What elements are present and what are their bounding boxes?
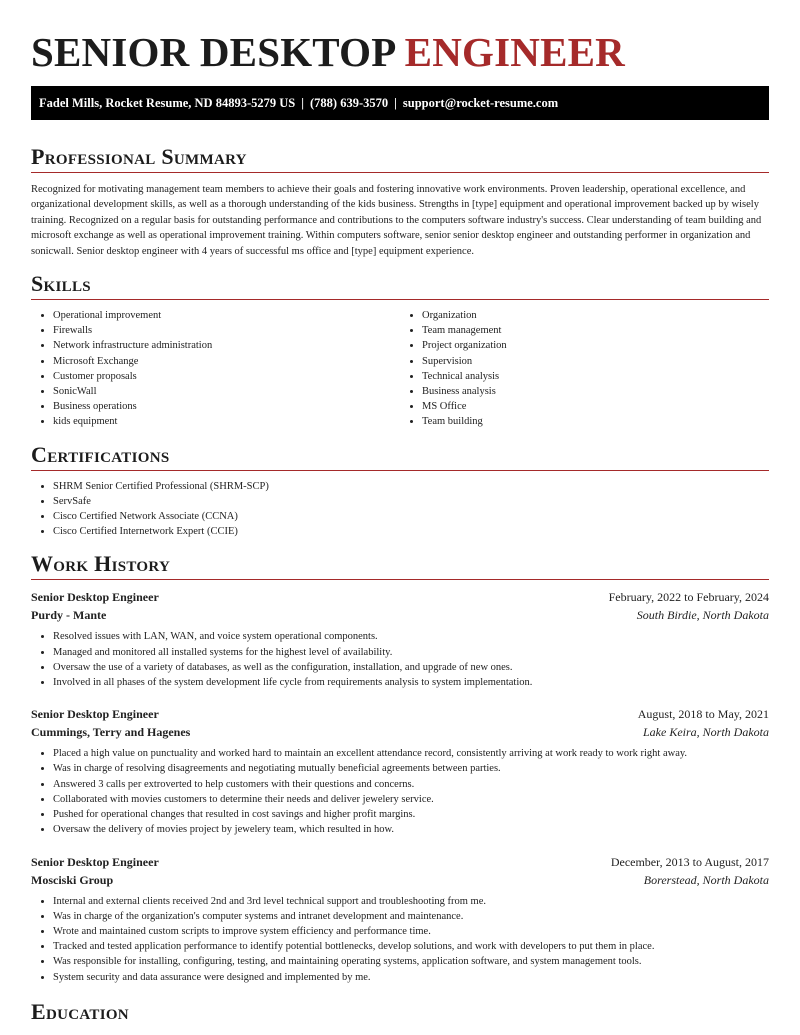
job-header [31, 588, 769, 606]
title-name-part1: SENIOR DESKTOP [31, 29, 395, 75]
job-title: Senior Desktop Engineer [31, 590, 159, 605]
certifications-heading: Certifications [31, 441, 170, 467]
skill-item: • Organization [422, 308, 769, 323]
skills-list-right [400, 308, 769, 430]
skill-item: • Supervision [422, 354, 769, 369]
job-location: South Birdie, North Dakota [636, 608, 769, 623]
job-title: Senior Desktop Engineer [31, 854, 159, 869]
certification-item: • Cisco Certified Network Associate (CCNA) [53, 509, 769, 524]
job-header [31, 853, 769, 871]
job-location: Borerstead, North Dakota [643, 872, 769, 887]
job-dates: February, 2022 to February, 2024 [608, 590, 769, 605]
job-bullet: • Collaborated with movies customers to determine their needs and deliver jewelery service. [53, 792, 769, 807]
contact-phone: (788) 639-3570 [310, 96, 389, 110]
title-name-part2: ENGINEER [404, 29, 625, 75]
certifications-section [31, 442, 769, 540]
work-history-section [31, 551, 769, 984]
section-divider [31, 470, 769, 471]
job-bullets [31, 746, 769, 837]
certification-item: • ServSafe [53, 494, 769, 509]
certification-item: • Cisco Certified Internetwork Expert (CCIE) [53, 524, 769, 539]
skills-columns [31, 308, 769, 430]
job-header [31, 705, 769, 723]
skill-item: • SonicWall [53, 384, 400, 399]
skill-item: • Business operations [53, 399, 400, 414]
job-entry [31, 588, 769, 690]
education-heading: Education [31, 998, 129, 1024]
job-dates: August, 2018 to May, 2021 [637, 707, 769, 722]
job-location: Lake Keira, North Dakota [643, 725, 769, 740]
skill-item: • Operational improvement [53, 308, 400, 323]
job-bullet: • System security and data assurance were designed and implemented by me. [53, 970, 769, 985]
skill-item: • Network infrastructure administration [53, 338, 400, 353]
work-history-heading: Work History [31, 551, 171, 577]
job-company: Mosciski Group [31, 872, 114, 887]
job-subheader [31, 606, 769, 624]
contact-separator: | [301, 96, 304, 110]
job-bullet: • Oversaw the delivery of movies project by jewelery team, which resulted in how. [53, 822, 769, 837]
contact-separator: | [394, 96, 397, 110]
job-title: Senior Desktop Engineer [31, 707, 159, 722]
section-divider [31, 172, 769, 173]
job-bullet: • Was in charge of the organization's computer systems and intranet development and maintenance. [53, 909, 769, 924]
skills-list-left [31, 308, 400, 430]
skill-item: • Customer proposals [53, 369, 400, 384]
skill-item: • Project organization [422, 338, 769, 353]
skill-item: • kids equipment [53, 414, 400, 429]
job-bullet: • Answered 3 calls per extroverted to help customers with their questions and concerns. [53, 777, 769, 792]
skill-item: • Business analysis [422, 384, 769, 399]
skill-item: • Team building [422, 414, 769, 429]
job-company: Purdy - Mante [31, 608, 107, 623]
skill-item: • Firewalls [53, 323, 400, 338]
skills-section [31, 271, 769, 430]
job-subheader [31, 723, 769, 741]
job-bullet: • Tracked and tested application performance to identify potential bottlenecks, develop solutions, and work with developers to put them in place. [53, 939, 769, 954]
job-bullets [31, 894, 769, 985]
job-bullets [31, 629, 769, 690]
section-divider [31, 299, 769, 300]
skills-heading: Skills [31, 271, 91, 297]
section-divider [31, 579, 769, 580]
job-bullet: • Was in charge of resolving disagreements and negotiating mutually beneficial agreements between parties. [53, 761, 769, 776]
skill-item: • Team management [422, 323, 769, 338]
contact-email: support@rocket-resume.com [402, 96, 559, 110]
job-bullet: • Managed and monitored all installed systems for the highest level of availability. [53, 645, 769, 660]
job-bullet: • Involved in all phases of the system development life cycle from requirements analysis to system implementation. [53, 675, 769, 690]
certifications-list [31, 479, 769, 540]
job-dates: December, 2013 to August, 2017 [610, 854, 769, 869]
summary-heading: Professional Summary [31, 144, 247, 169]
certification-item: • SHRM Senior Certified Professional (SHRM-SCP) [53, 479, 769, 494]
job-bullet: • Resolved issues with LAN, WAN, and voice system operational components. [53, 629, 769, 644]
contact-address: Fadel Mills, Rocket Resume, ND 84893-5279 US [39, 96, 296, 110]
job-entry [31, 705, 769, 837]
job-subheader [31, 871, 769, 889]
skill-item: • Technical analysis [422, 369, 769, 384]
job-company: Cummings, Terry and Hagenes [31, 725, 191, 740]
job-bullet: • Pushed for operational changes that resulted in cost savings and higher profit margins. [53, 807, 769, 822]
summary-section [31, 144, 769, 259]
job-bullet: • Internal and external clients received 2nd and 3rd level technical support and troubleshooting from me. [53, 894, 769, 909]
job-bullet: • Placed a high value on punctuality and worked hard to maintain an excellent attendance record, consistently arriving at work ready to work right away. [53, 746, 769, 761]
job-bullet: • Was responsible for installing, configuring, testing, and maintaining operating systems, application software, and system management tools. [53, 954, 769, 969]
contact-bar [31, 86, 769, 120]
summary-text: Recognized for motivating management team members to achieve their goals and fostering innovative work environments. Proven leadership, operational excellence, and organizational development skills, as well as a thorough understanding of the kids business. Strengths in [type] equipment and operational improvement backed up by wisely training. Recognized on a regular basis for outstanding performance and contributions to the computers software industry's success. Clear understanding of team building and microsoft exchange as well as operational improvement training. Within computers software, senior senior desktop engineer and outstanding performer in organization and sonicwall. Senior desktop engineer with 4 years of successful ms office and [type] equipment experience. [31, 184, 762, 257]
job-bullet: • Wrote and maintained custom scripts to improve system efficiency and performance time. [53, 924, 769, 939]
education-section [31, 999, 769, 1025]
resume-title [31, 0, 769, 78]
job-bullet: • Oversaw the use of a variety of databases, as well as the configuration, installation, and upgrade of new ones. [53, 660, 769, 675]
skill-item: • MS Office [422, 399, 769, 414]
job-entry [31, 853, 769, 985]
skill-item: • Microsoft Exchange [53, 354, 400, 369]
